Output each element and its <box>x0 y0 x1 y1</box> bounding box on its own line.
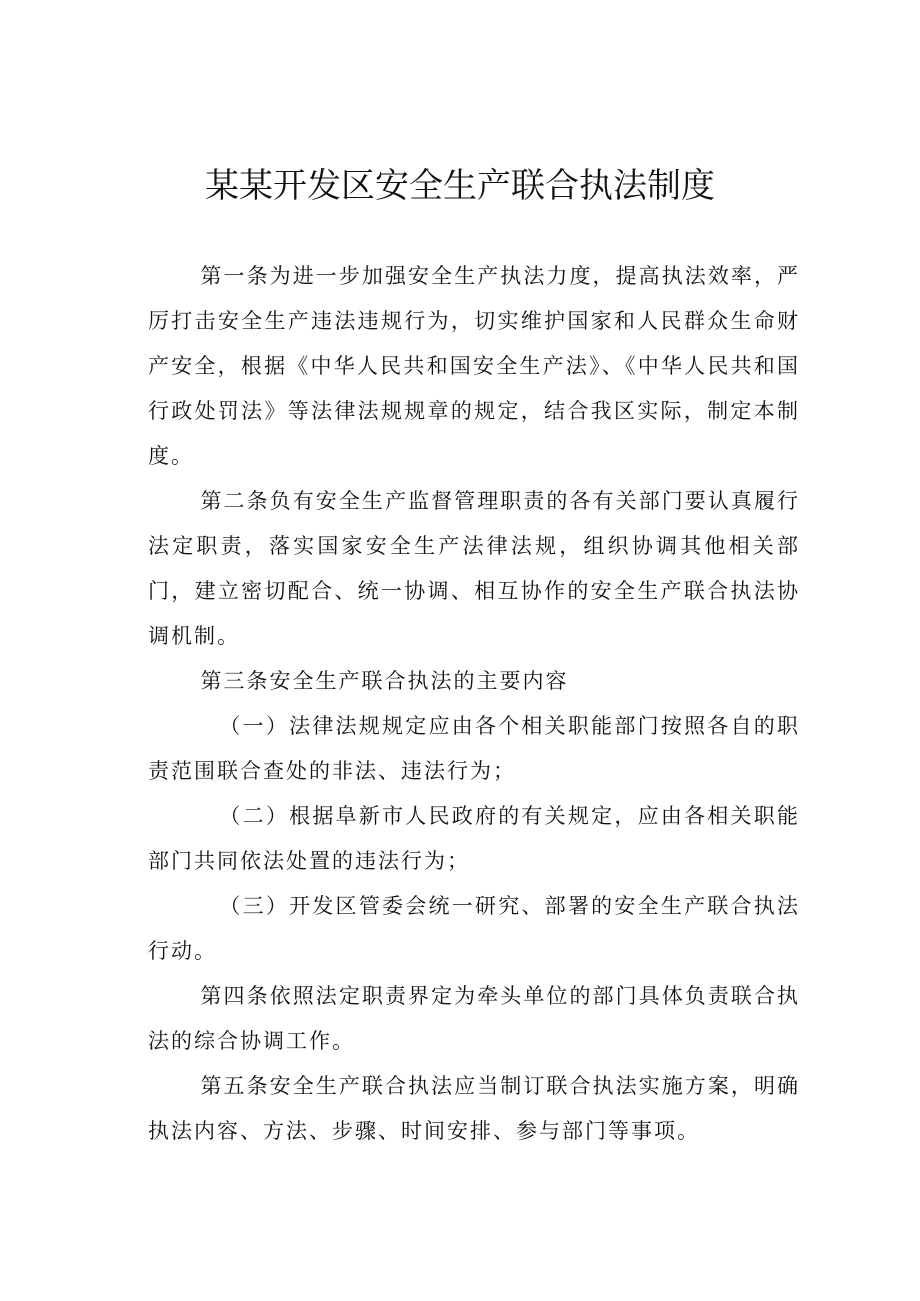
article-3-heading: 第三条安全生产联合执法的主要内容 <box>200 669 569 693</box>
article-1-paragraph: 第一条为进一步加强安全生产执法力度，提高执法效率，严厉打击安全生产违法违规行为，切实维护国家和人民群众生命财产安全，根据《中华人民共和国安全生产法》、《中华人民共和国行政处罚法》等法律法规规章的规定，结合我区实际，制定本制度。 <box>148 264 800 468</box>
article-2-paragraph: 第二条负有安全生产监督管理职责的各有关部门要认真履行法定职责，落实国家安全生产法律法规，组织协调其他相关部门，建立密切配合、统一协调、相互协作的安全生产联合执法协调机制。 <box>148 489 800 648</box>
article-3-item-2: （二）根据阜新市人民政府的有关规定，应由各相关职能部门共同依法处置的违法行为； <box>148 804 800 873</box>
document-title: 某某开发区安全生产联合执法制度 <box>205 166 715 206</box>
article-3-item-1: （一）法律法规规定应由各个相关职能部门按照各自的职责范围联合查处的非法、违法行为； <box>148 714 800 783</box>
article-4-paragraph: 第四条依照法定职责界定为牵头单位的部门具体负责联合执法的综合协调工作。 <box>148 984 800 1053</box>
document-body <box>148 254 800 1154</box>
article-3-item-3: （三）开发区管委会统一研究、部署的安全生产联合执法行动。 <box>148 894 800 963</box>
article-5-paragraph: 第五条安全生产联合执法应当制订联合执法实施方案，明确执法内容、方法、步骤、时间安排、参与部门等事项。 <box>148 1074 800 1143</box>
